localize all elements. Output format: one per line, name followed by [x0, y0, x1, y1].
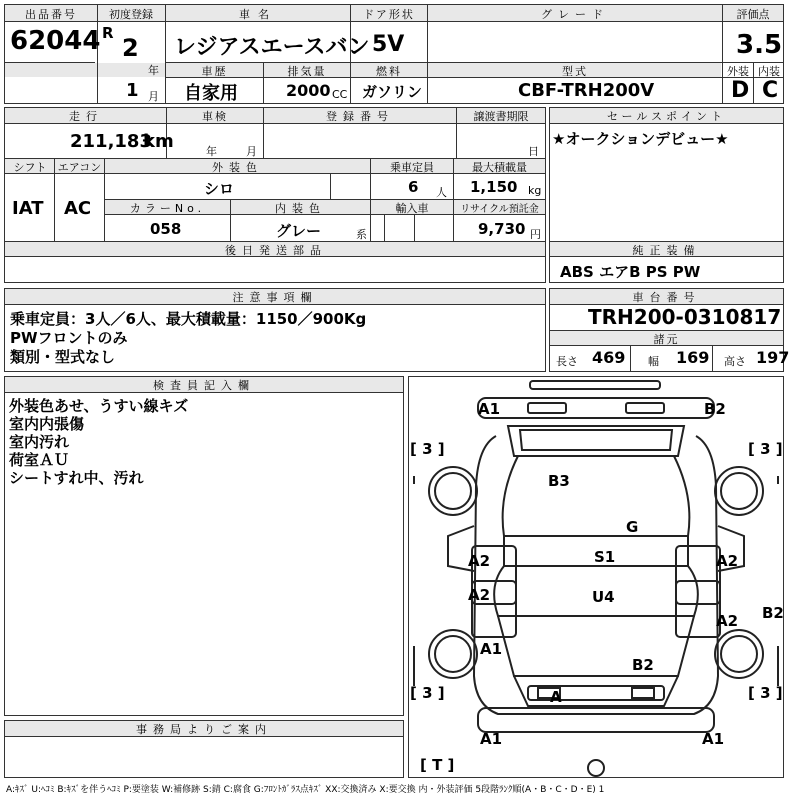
- ac: AC: [64, 198, 92, 219]
- dmg-a1-rear-left: A1: [480, 730, 503, 748]
- legend: A:ｷｽﾞ U:ﾍｺﾐ B:ｷｽﾞを伴うﾍｺﾐ P:要塗装 W:補修跡 S:錆 C:腐食 G:ﾌﾛﾝﾄｶﾞﾗｽ点ｷｽﾞ XX:交換済み X:要交換 内・外装評価 5段階ﾗﾝｸ順(A・B・C・D・E) 1: [6, 785, 605, 795]
- inspector-line-3: 室内汚れ: [9, 433, 70, 451]
- dmg-b2-right-quarter: B2: [762, 604, 784, 622]
- notes-label: 注意事項欄: [232, 291, 318, 304]
- history-label: 車歴: [201, 65, 228, 78]
- tire-rear-right: [ 3 ]: [748, 684, 783, 702]
- notes-line-1: 乗車定員：3人／6人、最大積載量：1150／900Kg: [10, 310, 367, 328]
- length-label: 長さ: [556, 355, 578, 368]
- door-label: ドア形状: [363, 8, 415, 21]
- dmg-a2-left-front-door: A2: [468, 552, 491, 570]
- tire-front-left: [ 3 ]: [410, 440, 445, 458]
- colorno: 058: [150, 220, 182, 238]
- dmg-b2-rear-floor: B2: [632, 656, 654, 674]
- notes-line-2: PWフロントのみ: [10, 329, 128, 347]
- model: CBF-TRH200V: [518, 80, 655, 101]
- dmg-a1-rear-right: A1: [702, 730, 725, 748]
- score: 3.5: [736, 30, 783, 60]
- car-name-label: 車名: [239, 8, 277, 21]
- length: 469: [592, 348, 626, 367]
- reg-month: 1: [126, 80, 139, 101]
- recycle-label: リサイクル預託金: [460, 204, 539, 215]
- mileage-label: 走行: [69, 110, 103, 123]
- intcolor-unit: 系: [356, 228, 367, 241]
- dmg-a2-left-rear-door: A2: [468, 586, 491, 604]
- inspector-line-1: 外装色あせ、うすい線キズ: [9, 397, 189, 415]
- later-parts-label: 後日発送部品: [225, 244, 327, 257]
- color-label: 外装色: [212, 161, 263, 174]
- month-unit: 月: [148, 90, 159, 103]
- regno-label: 登録番号: [326, 110, 394, 123]
- width: 169: [676, 348, 710, 367]
- year-unit: 年: [148, 64, 159, 77]
- import-label: 輸入車: [395, 202, 429, 215]
- inspector-line-4: 荷室ＡＵ: [9, 451, 70, 469]
- salespoint-label: セールスポイント: [606, 110, 726, 123]
- dmg-a-rear-panel: A: [550, 688, 562, 706]
- model-label: 型式: [562, 65, 588, 78]
- dmg-s1-roof: S1: [594, 548, 616, 566]
- recycle-unit: 円: [530, 228, 541, 241]
- dmg-a1-left-quarter: A1: [480, 640, 503, 658]
- equip-label: 純正装備: [632, 244, 701, 257]
- ac-label: エアコン: [57, 161, 102, 174]
- maxload: 1,150: [470, 178, 518, 196]
- displacement: 2000: [286, 81, 331, 100]
- salespoint: ★オークションデビュー★: [552, 130, 729, 148]
- intcolor: グレー: [276, 222, 322, 240]
- insp-month-unit: 月: [246, 145, 257, 158]
- mileage: 211,183: [70, 131, 152, 152]
- door: 5V: [372, 32, 405, 57]
- reg-year: 2: [122, 34, 139, 62]
- score-label: 評価点: [736, 8, 770, 21]
- colorno-label: カラーNo.: [129, 202, 206, 215]
- first-reg-label: 初度登録: [109, 8, 153, 21]
- dmg-u4-roof: U4: [592, 588, 615, 606]
- fuel-label: 燃料: [376, 65, 402, 78]
- width-label: 幅: [648, 355, 659, 368]
- tire-rear-left: [ 3 ]: [410, 684, 445, 702]
- office-label: 事務局よりご案内: [136, 723, 272, 736]
- tire-spare: [ T ]: [420, 756, 455, 774]
- maxload-label: 最大積載量: [472, 161, 527, 174]
- shift: IAT: [12, 198, 44, 219]
- displacement-label: 排気量: [287, 65, 327, 78]
- inspection-label: 車検: [202, 110, 228, 123]
- spec-label: 諸元: [653, 333, 680, 346]
- inspector-line-2: 室内内張傷: [9, 415, 85, 433]
- lot-no-label: 出品番号: [25, 8, 77, 21]
- grade-label: グレード: [541, 8, 609, 21]
- tire-front-right: [ 3 ]: [748, 440, 783, 458]
- chassis-no: TRH200-0310817: [588, 305, 782, 329]
- dmg-g-windshield: G: [626, 518, 639, 536]
- dmg-b2-front-right: B2: [704, 400, 726, 418]
- equip: ABS エアB PS PW: [560, 263, 701, 281]
- dmg-a1-front-left: A1: [478, 400, 501, 418]
- inspector-line-5: シートすれ中、汚れ: [9, 469, 144, 487]
- exterior-score: D: [731, 78, 750, 103]
- transfer-day-unit: 日: [528, 145, 539, 158]
- inspector-label: 検査員記入欄: [153, 379, 255, 392]
- height-label: 高さ: [724, 355, 746, 368]
- mileage-unit: km: [143, 131, 174, 152]
- chassis-label: 車台番号: [632, 291, 701, 304]
- intcolor-label: 内装色: [275, 202, 326, 215]
- fuel: ガソリン: [362, 83, 423, 101]
- history: 自家用: [184, 83, 238, 104]
- capacity: 6: [408, 178, 419, 196]
- insp-year-unit: 年: [206, 145, 217, 158]
- capacity-label: 乗車定員: [390, 161, 434, 174]
- maxload-unit: kg: [528, 184, 542, 197]
- dmg-a2-right-front-door: A2: [716, 552, 739, 570]
- car-outline: [408, 376, 784, 778]
- dmg-a2-right-rear-door: A2: [716, 612, 739, 630]
- dmg-b3-hood: B3: [548, 472, 570, 490]
- interior-label: 内装: [758, 65, 780, 78]
- era: R: [102, 24, 114, 42]
- car-name: レジアスエースバン: [174, 35, 370, 60]
- interior-score: C: [762, 78, 779, 103]
- notes-line-3: 類別・型式なし: [10, 348, 116, 366]
- height: 197: [756, 348, 790, 367]
- lot-no: 62044: [10, 26, 101, 56]
- transfer-label: 譲渡書期限: [473, 110, 529, 123]
- capacity-unit: 人: [436, 186, 447, 199]
- recycle: 9,730: [478, 220, 526, 238]
- cc-unit: CC: [332, 88, 348, 101]
- exterior-label: 外装: [727, 65, 749, 78]
- shift-label: シフト: [13, 161, 47, 174]
- color: シロ: [204, 180, 235, 198]
